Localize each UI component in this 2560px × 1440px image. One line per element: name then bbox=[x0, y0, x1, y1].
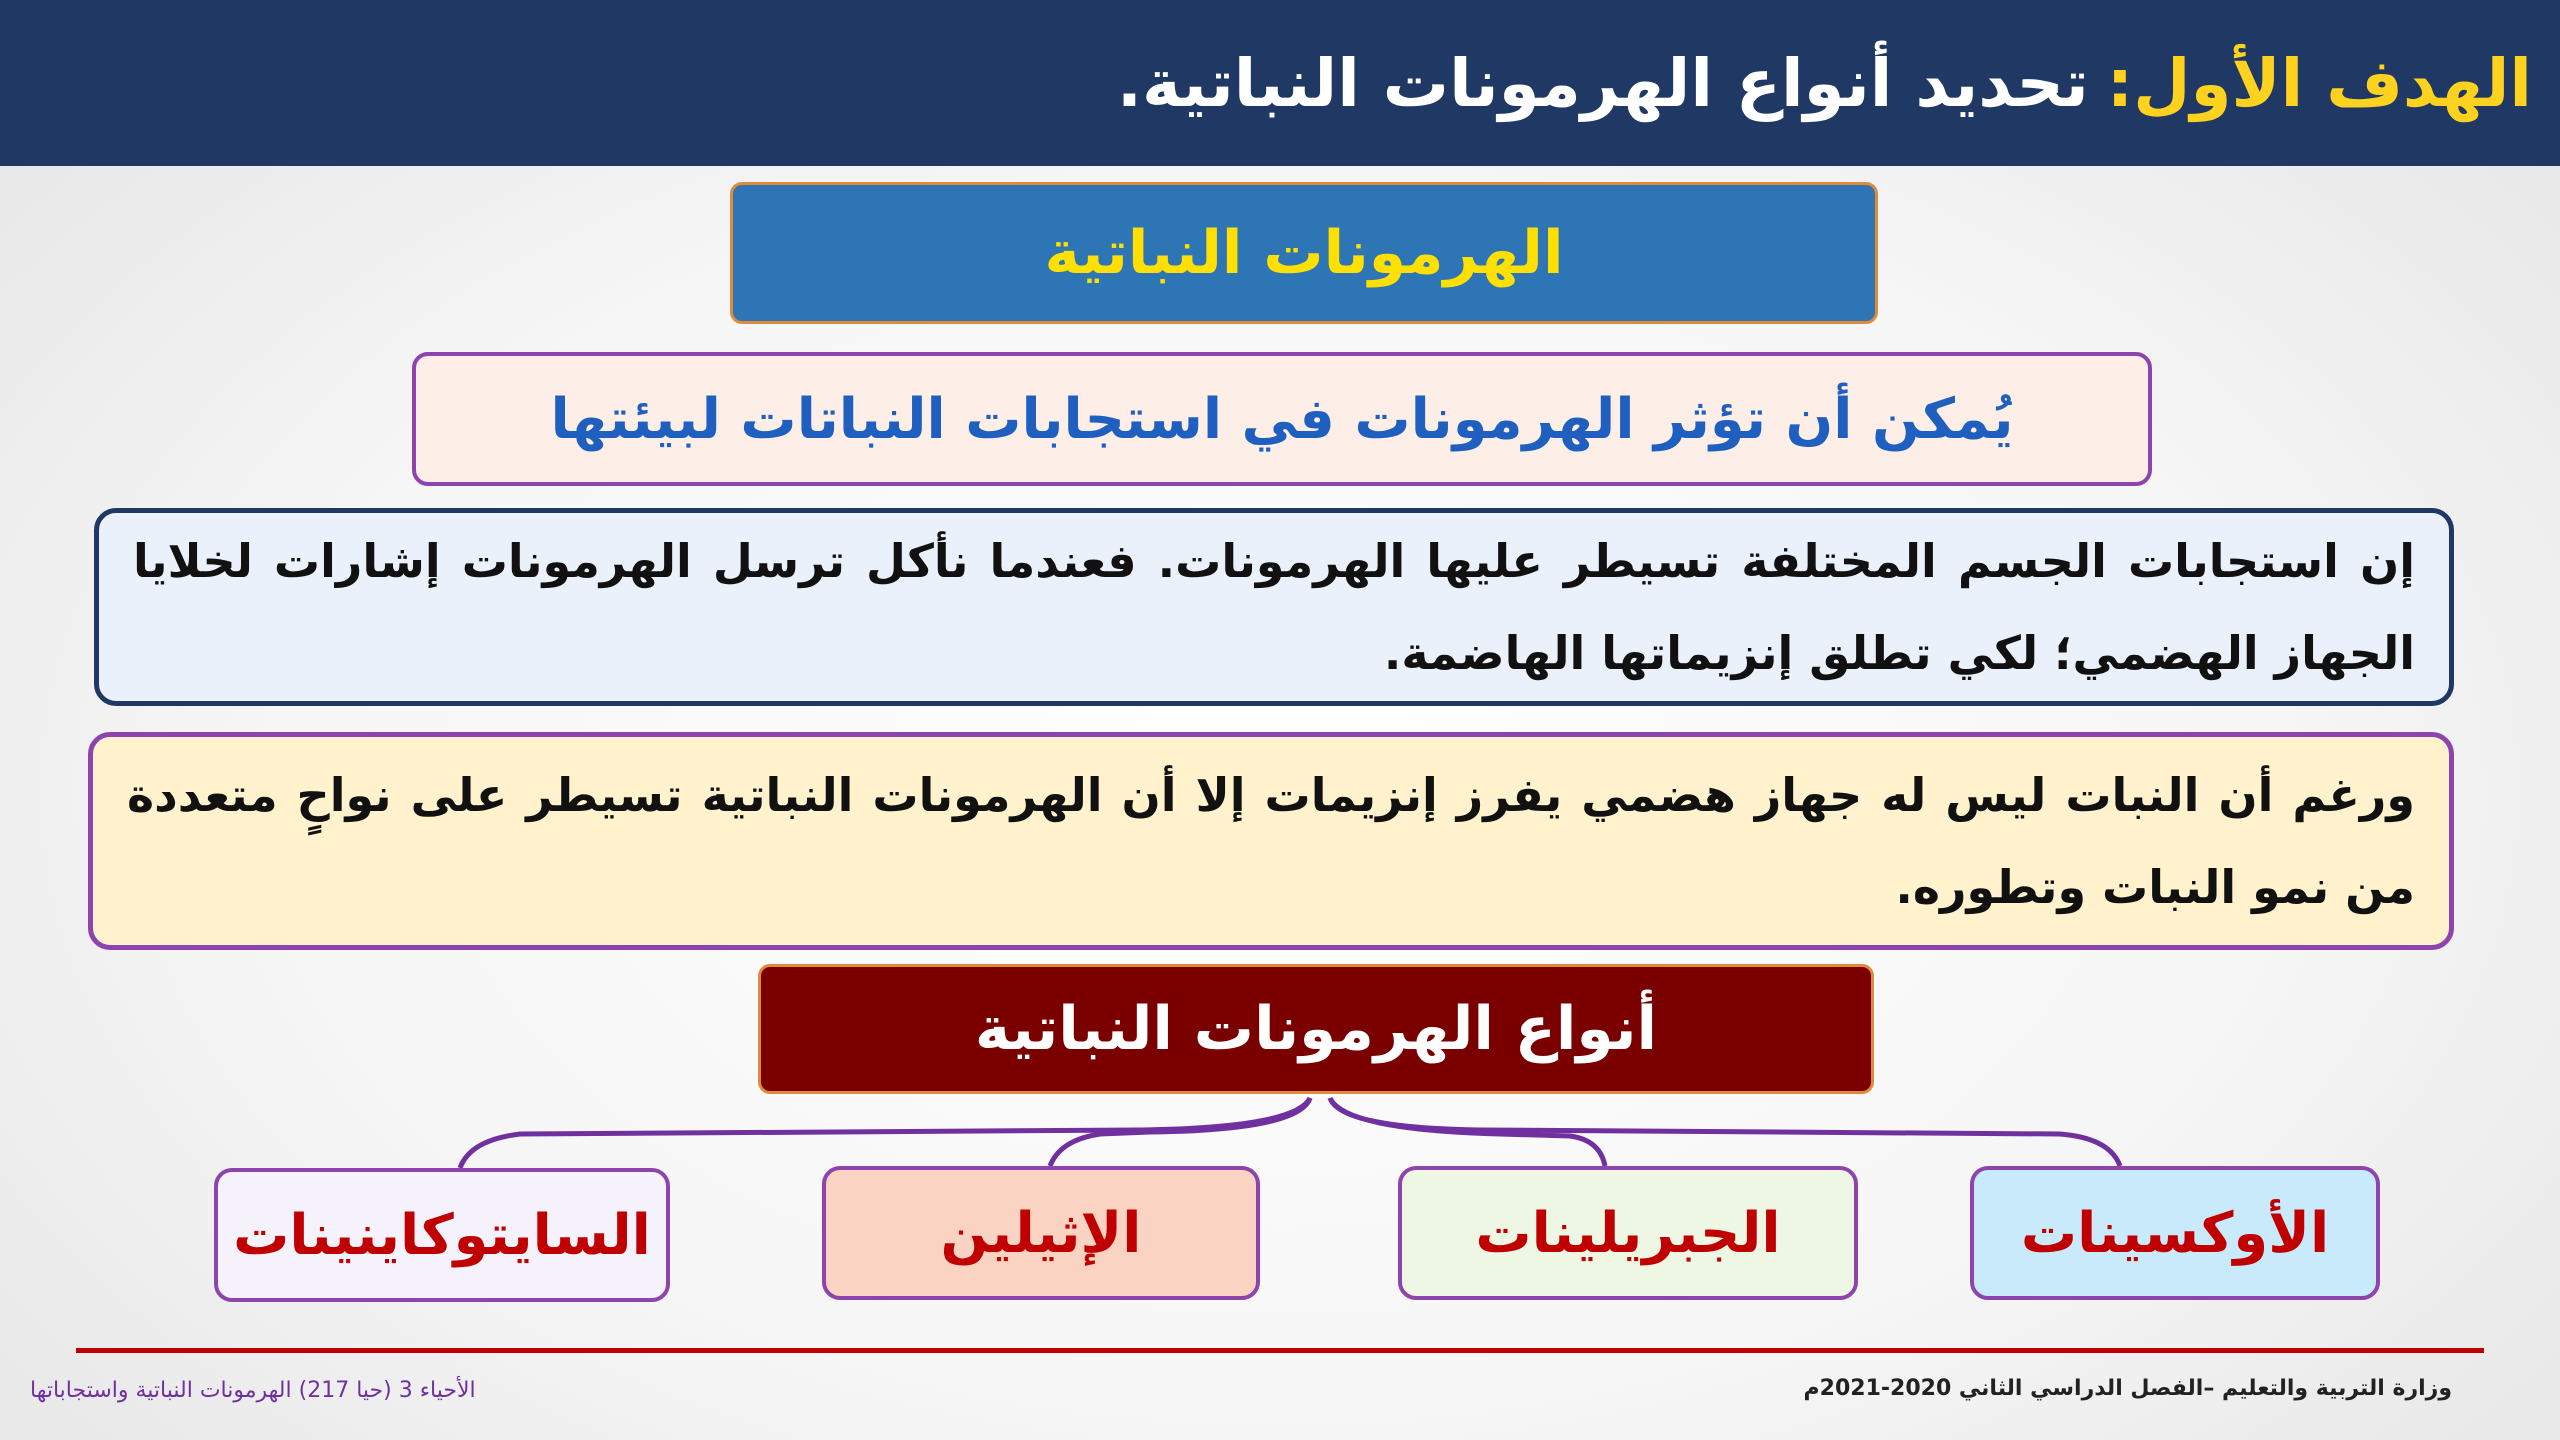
connector-cytokinins bbox=[460, 1098, 1310, 1168]
footer-divider bbox=[76, 1348, 2484, 1353]
goal-label: الهدف الأول bbox=[2133, 44, 2532, 122]
paragraph-body-responses: إن استجابات الجسم المختلفة تسيطر عليها الهرمونات. فعندما نأكل ترسل الهرمونات إشارات لخلايا الجهاز الهضمي؛ لكي تطلق إنزيماتها الهاضمة. bbox=[94, 508, 2454, 706]
slide-header bbox=[0, 0, 2560, 166]
goal-text: تحديد أنواع الهرمونات النباتية. bbox=[1116, 44, 2089, 122]
goal-colon: : bbox=[2106, 44, 2134, 122]
hormone-ethylene: الإثيلين bbox=[822, 1166, 1260, 1300]
hormone-auxins: الأوكسينات bbox=[1970, 1166, 2380, 1300]
plant-hormones-title: الهرمونات النباتية bbox=[730, 182, 1878, 324]
paragraph-plant-hormones: ورغم أن النبات ليس له جهاز هضمي يفرز إنزيمات إلا أن الهرمونات النباتية تسيطر على نواحٍ متعددة من نمو النبات وتطوره. bbox=[88, 732, 2454, 950]
connector-ethylene bbox=[1050, 1098, 1310, 1166]
subtitle-statement: يُمكن أن تؤثر الهرمونات في استجابات النباتات لبيئتها bbox=[412, 352, 2152, 486]
footer-ministry: وزارة التربية والتعليم –الفصل الدراسي الثاني 2020-2021م bbox=[1803, 1376, 2452, 1401]
hormone-gibberellins: الجبريلينات bbox=[1398, 1166, 1858, 1300]
hormone-cytokinins: السايتوكاينينات bbox=[214, 1168, 670, 1302]
footer-course: الأحياء 3 (حيا 217) الهرمونات النباتية واستجاباتها bbox=[30, 1378, 476, 1403]
connector-auxins bbox=[1330, 1098, 2120, 1166]
hormone-types-title: أنواع الهرمونات النباتية bbox=[758, 964, 1874, 1094]
connector-gibberellins bbox=[1330, 1098, 1605, 1166]
